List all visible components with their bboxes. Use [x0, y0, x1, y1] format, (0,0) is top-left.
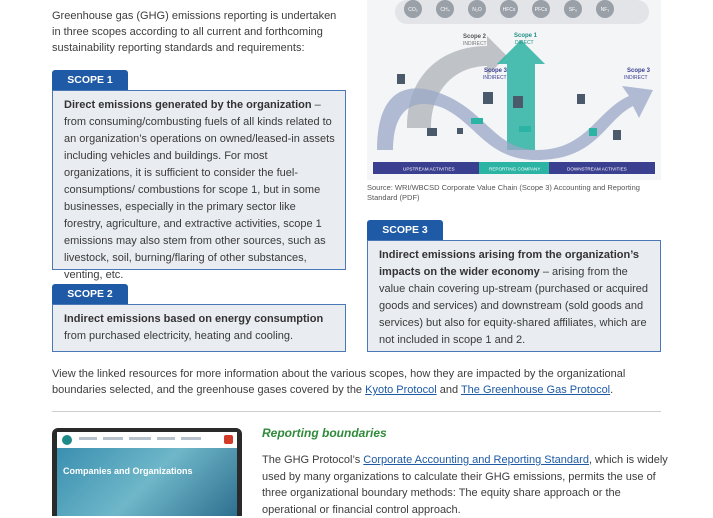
thumb-nav-item: [129, 437, 151, 440]
scope3-left-label: Scope 3: [484, 68, 508, 74]
resources-paragraph: [52, 366, 672, 398]
scope2-sub: INDIRECT: [463, 41, 487, 47]
corporate-standard-link[interactable]: Corporate Accounting and Reporting Standard: [363, 454, 589, 466]
gas-label: CO₂: [408, 7, 418, 13]
thumb-search-icon: [224, 435, 233, 444]
resources-text-3: .: [610, 384, 614, 396]
truck-icon: [519, 126, 531, 132]
diagram-caption: Source: WRI/WBCSD Corporate Value Chain (Scope 3) Accounting and Reporting Standard (PDF): [367, 183, 640, 202]
gas-label: PFCs: [534, 7, 548, 13]
thumb-nav-item: [181, 437, 201, 440]
reporting-boundaries-title: Reporting boundaries: [262, 426, 387, 440]
scope1-tab: SCOPE 1: [52, 70, 128, 90]
resources-text-2: and: [436, 384, 461, 396]
gas-label: HFCs: [502, 7, 516, 13]
store-icon: [613, 130, 621, 140]
reporting-text-2: , which is widely used by many organizations to calculate their GHG emissions, permits the use of three organizational boundary methods: The equity share approach or the operational or financial control approach.: [262, 454, 668, 516]
ghg-logo-icon: [62, 435, 72, 445]
scope2-heading: Indirect emissions based on energy consumption: [64, 313, 324, 325]
gas-label: N₂O: [472, 7, 482, 13]
thumb-nav-item: [79, 437, 97, 440]
scope2-label: Scope 2: [463, 34, 487, 40]
office-icon: [513, 96, 523, 108]
thumbnail-hero-title: Companies and Organizations: [63, 466, 193, 476]
scope1-body: – from consuming/combusting fuels of all kinds related to an organization’s operations on owned/leased-in assets including vehicles and buildings. For most organizations, it is sufficient to consider the fuel-consumptions/ combustions for scope 1, but in some businesses, especially in the primary sector like forestry, agriculture, and extractive activities, scope 1 emissions may also stem from other sources, such as livestock, soil, burning/flaring of other substances, venting, etc.: [64, 99, 335, 281]
reporting-text-1: The GHG Protocol’s: [262, 454, 364, 466]
warehouse-icon: [577, 94, 585, 104]
building-icon: [483, 92, 493, 104]
thumb-nav-item: [103, 437, 123, 440]
gas-label: NF₃: [600, 7, 610, 13]
bar-reporting: REPORTING COMPANY: [489, 166, 541, 172]
scope1-sub: DIRECT: [515, 40, 534, 46]
scope1-heading: Direct emissions generated by the organization: [64, 99, 312, 111]
gas-label: SF₆: [568, 7, 578, 13]
bar-upstream: UPSTREAM ACTIVITIES: [403, 166, 455, 172]
van-icon: [471, 118, 483, 124]
plane-icon: [457, 128, 463, 134]
scope3-box: [367, 240, 661, 352]
gas-label: CH₄: [440, 7, 450, 13]
intro-paragraph: Greenhouse gas (GHG) emissions reporting is undertaken in three scopes according to all current and forthcoming sustainability reporting standards and requirements:: [52, 10, 337, 54]
ghg-protocol-link[interactable]: The Greenhouse Gas Protocol: [460, 384, 611, 396]
resources-text-1: View the linked resources for more information about the various scopes, how they are impacted by the organizational boundaries selected, and the greenhouse gases covered by the: [52, 368, 626, 396]
scope1-box: [52, 90, 346, 281]
factory-icon: [397, 74, 405, 84]
scope3-body: – arising from the value chain covering up-stream (purchased or acquired goods and services) and downstream (sold goods and services) but also for equity-shared affiliates, which are not included in scope 1 and 2.: [379, 266, 649, 346]
scope3-right-sub: INDIRECT: [624, 75, 648, 81]
thumbnail-hero: [57, 448, 237, 516]
section-divider: [52, 411, 661, 412]
value-chain-diagram: [367, 0, 661, 180]
bin-icon: [589, 128, 597, 136]
scope3-heading: Indirect emissions arising from the organization’s impacts on the wider economy: [379, 249, 639, 278]
kyoto-protocol-link[interactable]: Kyoto Protocol: [365, 384, 437, 396]
reporting-boundaries-text: [262, 452, 672, 518]
scope1-label: Scope 1: [514, 33, 538, 39]
thumb-nav-item: [157, 437, 175, 440]
scope2-body: from purchased electricity, heating and cooling.: [64, 330, 294, 342]
box-icon: [427, 128, 437, 136]
scope2-tab: SCOPE 2: [52, 284, 128, 304]
bar-downstream: DOWNSTREAM ACTIVITIES: [567, 166, 627, 172]
thumbnail-screen: [57, 432, 237, 516]
scope3-left-sub: INDIRECT: [483, 75, 507, 81]
scope3-tab: SCOPE 3: [367, 220, 443, 240]
scope2-box: [52, 304, 346, 352]
thumbnail-nav: [57, 432, 237, 449]
website-thumbnail[interactable]: [52, 428, 242, 516]
scope3-right-label: Scope 3: [627, 68, 651, 74]
